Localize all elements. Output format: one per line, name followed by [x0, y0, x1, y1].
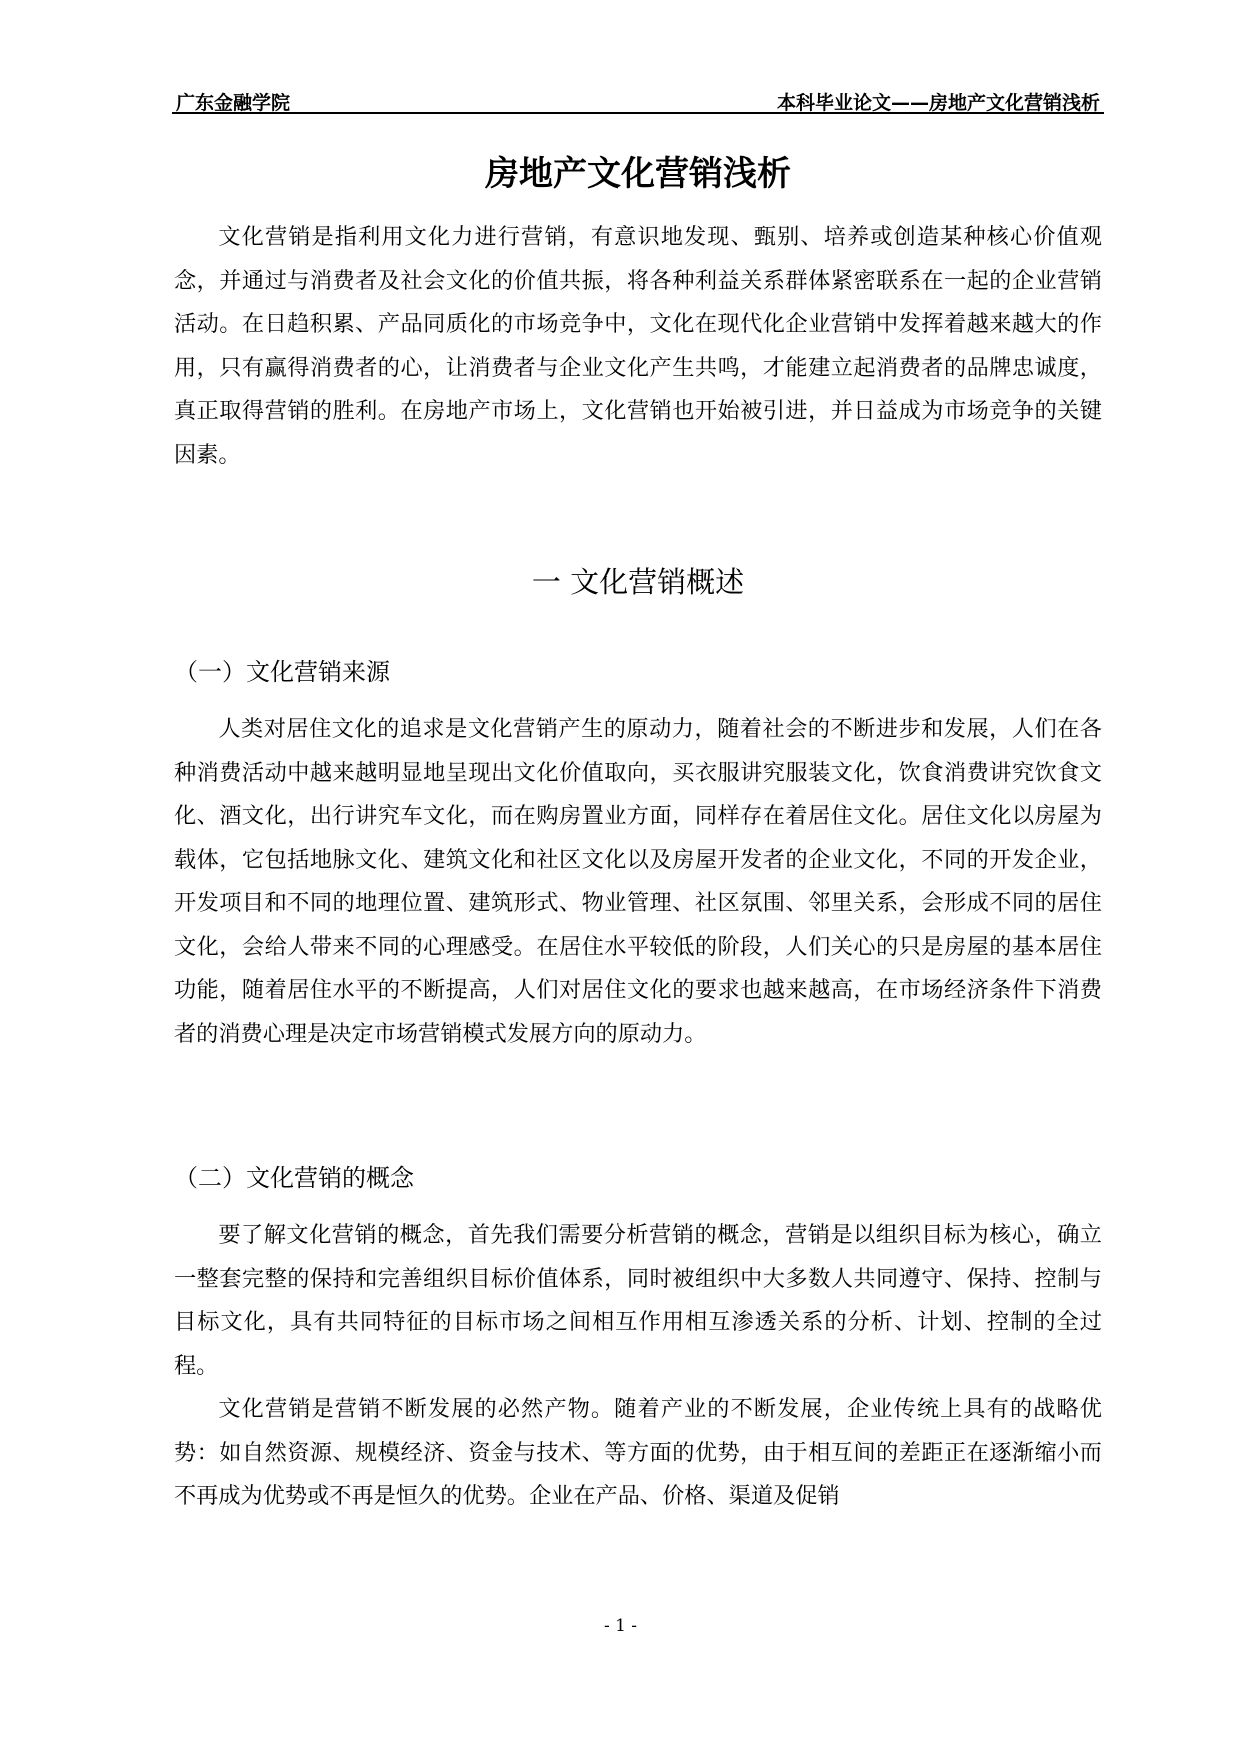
page-number: - 1 - — [603, 1616, 638, 1636]
section-heading-one: 一 文化营销概述 — [531, 565, 745, 599]
header-institution: 广东金融学院 — [176, 92, 291, 114]
header-rule — [172, 112, 1104, 114]
sub-heading-concept: （二）文化营销的概念 — [174, 1164, 414, 1192]
page-header — [172, 84, 1104, 114]
sub-heading-source: （一）文化营销来源 — [174, 658, 390, 686]
intro-paragraph: 文化营销是指利用文化力进行营销，有意识地发现、甄别、培养或创造某种核心价值观念，并通过与消费者及社会文化的价值共振，将各种利益关系群体紧密联系在一起的企业营销活动。在日趋积累、产品同质化的市场竞争中，文化在现代化企业营销中发挥着越来越大的作用，只有赢得消费者的心，让消费者与企业文化产生共鸣，才能建立起消费者的品牌忠诚度，真正取得营销的胜利。在房地产市场上，文化营销也开始被引进，并日益成为市场竞争的关键因素。 — [174, 224, 1102, 468]
paragraph-concept-2: 文化营销是营销不断发展的必然产物。随着产业的不断发展，企业传统上具有的战略优势：如自然资源、规模经济、资金与技术、等方面的优势，由于相互间的差距正在逐渐缩小而不再成为优势或不再是恒久的优势。企业在产品、价格、渠道及促销 — [174, 1396, 1102, 1509]
paragraph-concept-1: 要了解文化营销的概念，首先我们需要分析营销的概念，营销是以组织目标为核心，确立一整套完整的保持和完善组织目标价值体系，同时被组织中大多数人共同遵守、保持、控制与目标文化，具有共同特征的目标市场之间相互作用相互渗透关系的分析、计划、控制的全过程。 — [174, 1222, 1102, 1379]
header-doc-label: 本科毕业论文——房地产文化营销浅析 — [776, 92, 1100, 114]
page-title: 房地产文化营销浅析 — [485, 154, 791, 194]
paragraph-source: 人类对居住文化的追求是文化营销产生的原动力，随着社会的不断进步和发展，人们在各种消费活动中越来越明显地呈现出文化价值取向，买衣服讲究服装文化，饮食消费讲究饮食文化、酒文化，出行讲究车文化，而在购房置业方面，同样存在着居住文化。居住文化以房屋为载体，它包括地脉文化、建筑文化和社区文化以及房屋开发者的企业文化，不同的开发企业，开发项目和不同的地理位置、建筑形式、物业管理、社区氛围、邻里关系，会形成不同的居住文化，会给人带来不同的心理感受。在居住水平较低的阶段，人们关心的只是房屋的基本居住功能，随着居住水平的不断提高，人们对居住文化的要求也越来越高，在市场经济条件下消费者的消费心理是决定市场营销模式发展方向的原动力。 — [174, 716, 1102, 1047]
